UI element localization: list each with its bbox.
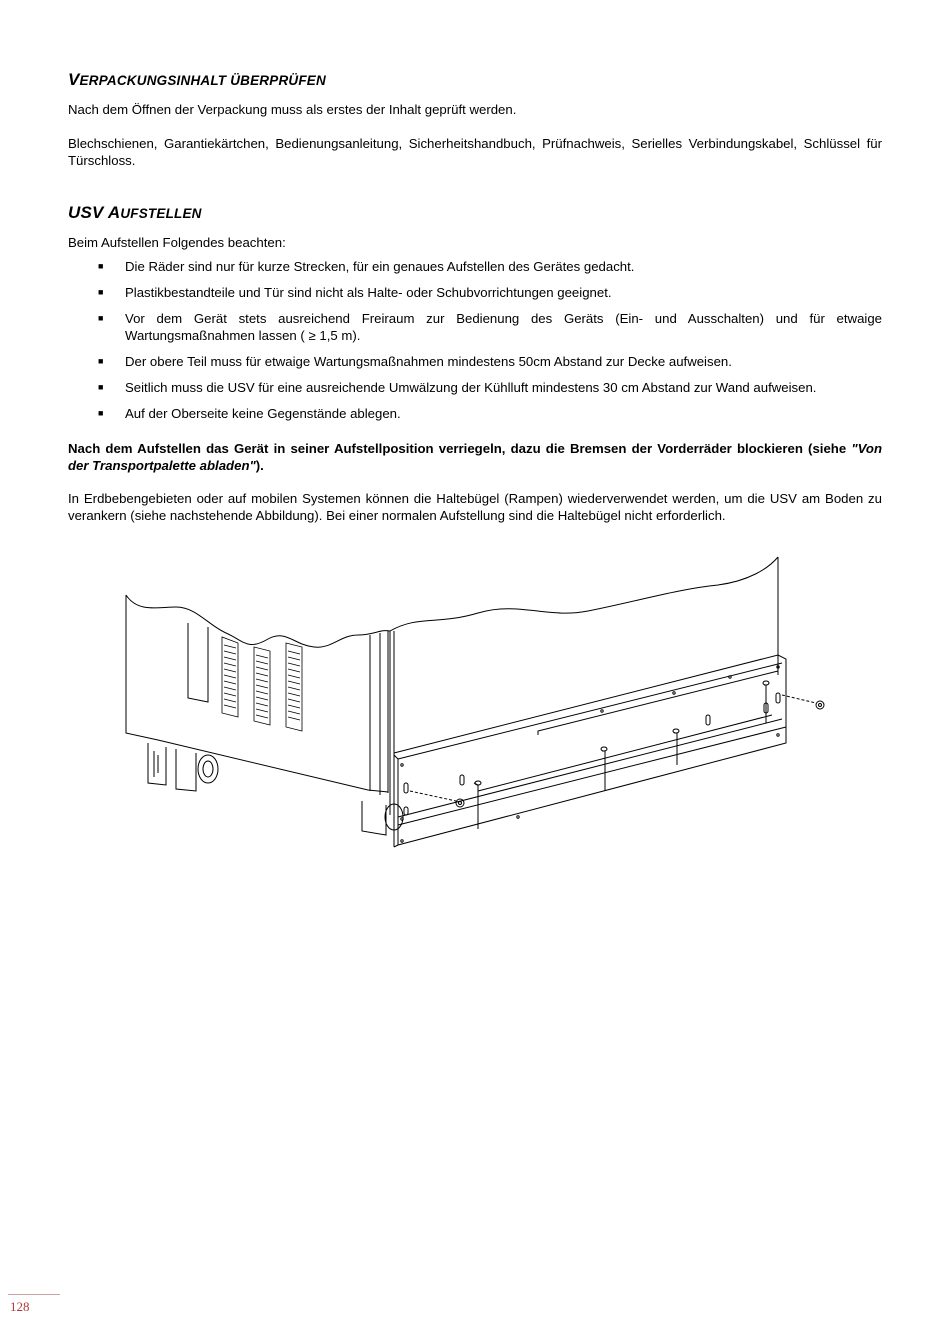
mounting-slots: [404, 693, 780, 815]
side-frame: [188, 623, 208, 702]
anchor-bracket: [394, 655, 786, 847]
nuts: [410, 695, 824, 807]
wheel-left: [148, 743, 218, 791]
title-initial: USV A: [68, 203, 121, 222]
list-item: [68, 353, 882, 370]
title-initial: V: [68, 70, 80, 89]
bullet-icon: ■: [98, 382, 104, 392]
bracket-holes: [401, 666, 779, 842]
list-item-text: Auf der Oberseite keine Gegenstände ablegen.: [125, 406, 401, 421]
list-item: [68, 405, 882, 422]
contents-intro: Nach dem Öffnen der Verpackung muss als erstes der Inhalt geprüft werden.: [68, 102, 517, 117]
bullet-icon: ■: [98, 313, 104, 323]
list-item: [68, 258, 882, 275]
contents-list: Blechschienen, Garantiekärtchen, Bedienungsanleitung, Sicherheitshandbuch, Prüfnachweis, Serielles Verbindungskabel, Schlüssel für Türschloss.: [68, 136, 882, 168]
title-rest: UFSTELLEN: [120, 206, 202, 221]
panel-outline: [390, 631, 394, 847]
wheel-right: [362, 801, 403, 835]
page-number: 128: [10, 1299, 30, 1314]
cabinet-outline: [126, 595, 388, 792]
list-item-text: Seitlich muss die USV für eine ausreichende Umwälzung der Kühlluft mindestens 30 cm Abstand zur Wand aufweisen.: [125, 380, 817, 395]
footer-rule: [8, 1294, 60, 1295]
bullet-icon: ■: [98, 408, 104, 418]
bullet-icon: ■: [98, 287, 104, 297]
vent-grille: [222, 637, 302, 731]
cross-reference-link[interactable]: "Von der Transportpalette abladen": [68, 441, 882, 473]
title-rest: ERPACKUNGSINHALT ÜBERPRÜFEN: [79, 73, 326, 88]
bullet-icon: ■: [98, 261, 104, 271]
list-item: [68, 379, 882, 396]
list-item-text: Der obere Teil muss für etwaige Wartungsmaßnahmen mindestens 50cm Abstand zur Decke aufweisen.: [125, 354, 732, 369]
list-item-text: Vor dem Gerät stets ausreichend Freiraum zur Bedienung des Geräts (Ein- und Ausschalten) und für etwaige Wartungsmaßnahmen lassen ( ≥ 1,5 m).: [125, 311, 882, 343]
note-text: Nach dem Aufstellen das Gerät in seiner Aufstellposition verriegeln, dazu die Bremsen der Vorderräder blockieren (siehe: [68, 441, 852, 456]
bullet-icon: ■: [98, 356, 104, 366]
ups-anchoring-illustration: [118, 555, 838, 865]
torn-edge-panel: [390, 557, 778, 631]
install-rules-list: [68, 258, 882, 431]
torn-edge-top: [126, 595, 390, 647]
bracket-rail: [398, 727, 786, 825]
install-intro: Beim Aufstellen Folgendes beachten:: [68, 235, 286, 250]
list-item-text: Die Räder sind nur für kurze Strecken, für ein genaues Aufstellen des Gerätes gedacht.: [125, 259, 635, 274]
lock-brakes-note: [68, 440, 882, 474]
note-end: ).: [255, 458, 264, 473]
earthquake-paragraph: In Erdbebengebieten oder auf mobilen Systemen können die Haltebügel (Rampen) wiederverwendet werden, um die USV am Boden zu verankern (siehe nachstehende Abbildung). Bei einer normalen Aufstellung sind die Haltebügel nicht erforderlich.: [68, 491, 882, 523]
section-title-check-contents: [68, 70, 326, 90]
list-item: [68, 310, 882, 344]
list-item: [68, 284, 882, 301]
section-title-install: [68, 203, 202, 223]
list-item-text: Plastikbestandteile und Tür sind nicht als Halte- oder Schubvorrichtungen geeignet.: [125, 285, 612, 300]
cabinet-side: [370, 631, 388, 795]
